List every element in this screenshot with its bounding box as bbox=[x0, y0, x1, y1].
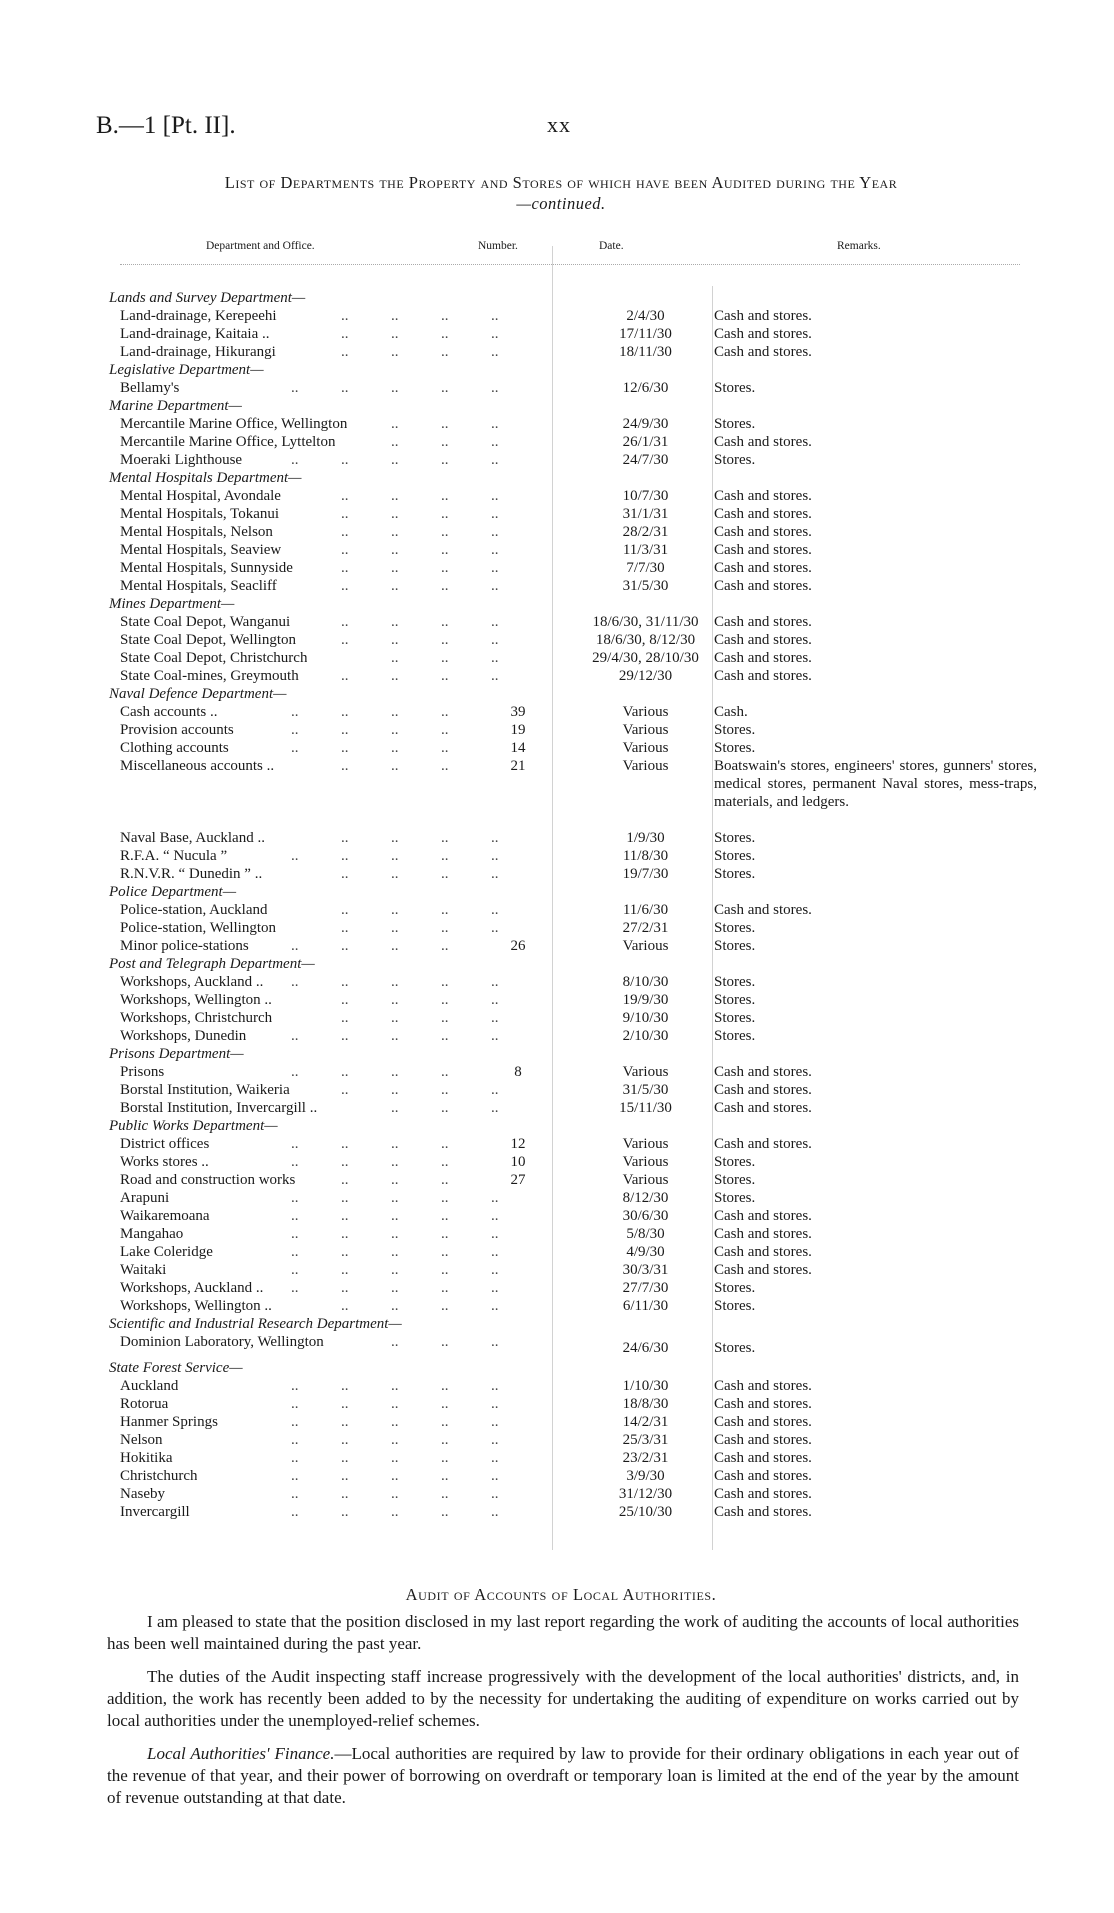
section-heading bbox=[96, 685, 1026, 703]
row-date: 10/7/30 bbox=[622, 488, 669, 504]
department-name: Lake Coleridge bbox=[120, 1244, 213, 1260]
department-name: Workshops, Wellington .. bbox=[120, 1298, 272, 1314]
audit-heading: Audit of Accounts of Local Authorities. bbox=[405, 1585, 717, 1604]
section-title: Naval Defence Department— bbox=[109, 686, 287, 702]
row-date: 18/6/30, 8/12/30 bbox=[595, 632, 696, 648]
row-remarks: Cash and stores. bbox=[714, 1064, 812, 1080]
table-row: .. .. .. .. .. Naseby 31/12/30 Cash and stores. bbox=[120, 1486, 812, 1502]
audit-paragraph-1: I am pleased to state that the position disclosed in my last report regarding the work of auditing the accounts of local authorities has been well maintained during the past year. bbox=[107, 1612, 1019, 1653]
row-date: 7/7/30 bbox=[626, 560, 665, 576]
table-row: .. .. .. Borstal Institution, Invercargill .. 15/11/30 Cash and stores. bbox=[120, 1100, 812, 1116]
row-number: 19 bbox=[510, 722, 526, 738]
row-number: 14 bbox=[510, 740, 526, 756]
department-name: Invercargill bbox=[120, 1504, 190, 1520]
row-remarks: Stores. bbox=[714, 938, 756, 954]
table-row: .. .. .. .. .. Workshops, Auckland .. 27/7/30 Stores. bbox=[120, 1280, 756, 1296]
department-name: State Coal-mines, Greymouth bbox=[120, 668, 299, 684]
section-title: Scientific and Industrial Research Department— bbox=[109, 1316, 402, 1332]
row-date: 23/2/31 bbox=[622, 1450, 669, 1466]
row-date: 8/12/30 bbox=[622, 1190, 669, 1206]
row-number: 27 bbox=[510, 1172, 526, 1188]
row-remarks: Cash and stores. bbox=[714, 1378, 812, 1394]
table-row: .. .. .. .. .. Invercargill 25/10/30 Cash and stores. bbox=[120, 1504, 812, 1520]
row-date: 2/4/30 bbox=[626, 308, 665, 324]
table-title bbox=[96, 172, 1026, 214]
department-name: Naseby bbox=[120, 1486, 165, 1502]
row-date: Various bbox=[622, 1136, 669, 1152]
row-date: 29/12/30 bbox=[618, 668, 673, 684]
row-date: 5/8/30 bbox=[626, 1226, 665, 1242]
table-title-continued: —continued. bbox=[516, 194, 606, 213]
row-remarks: Cash and stores. bbox=[714, 1208, 812, 1224]
row-date: Various bbox=[622, 938, 669, 954]
row-remarks: Cash and stores. bbox=[714, 1468, 812, 1484]
column-header-number: Number. bbox=[478, 240, 518, 252]
department-name: Workshops, Wellington .. bbox=[120, 992, 272, 1008]
table-row: .. .. .. .. .. R.F.A. “ Nucula ” 11/8/30 Stores. bbox=[120, 848, 756, 864]
column-header-remarks: Remarks. bbox=[837, 240, 881, 252]
table-row: .. .. .. .. Mental Hospitals, Seaview 11/3/31 Cash and stores. bbox=[120, 542, 812, 558]
table-row: .. .. .. .. Land-drainage, Hikurangi 18/11/30 Cash and stores. bbox=[120, 344, 812, 360]
row-date: 31/5/30 bbox=[622, 1082, 669, 1098]
table-row: .. .. .. .. .. Hokitika 23/2/31 Cash and stores. bbox=[120, 1450, 812, 1466]
department-name: Police-station, Wellington bbox=[120, 920, 276, 936]
section-heading bbox=[96, 955, 1026, 973]
department-name: Mercantile Marine Office, Lyttelton bbox=[120, 434, 336, 450]
page-number: xx bbox=[547, 112, 571, 137]
row-remarks: Cash and stores. bbox=[714, 488, 812, 504]
row-remarks: Cash and stores. bbox=[714, 1432, 812, 1448]
row-date: 8/10/30 bbox=[622, 974, 669, 990]
row-remarks: Cash and stores. bbox=[714, 326, 812, 342]
section-heading bbox=[96, 1359, 1026, 1377]
table-row: .. .. .. .. R.N.V.R. “ Dunedin ” .. 19/7/30 Stores. bbox=[120, 866, 756, 882]
row-date: Various bbox=[622, 740, 669, 756]
table-row: .. .. .. .. State Coal-mines, Greymouth 29/12/30 Cash and stores. bbox=[120, 668, 812, 684]
row-remarks: Cash and stores. bbox=[714, 542, 812, 558]
row-remarks: Stores. bbox=[714, 1154, 756, 1170]
row-number: 10 bbox=[510, 1154, 526, 1170]
row-date: 3/9/30 bbox=[626, 1468, 665, 1484]
table-title-text: List of Departments the Property and Stores of which have been Audited during the Year bbox=[224, 173, 898, 192]
section-heading bbox=[96, 361, 1026, 379]
row-date: 17/11/30 bbox=[619, 326, 672, 342]
department-name: R.F.A. “ Nucula ” bbox=[120, 848, 228, 864]
row-date: 28/2/31 bbox=[622, 524, 669, 540]
row-date: Various bbox=[622, 722, 669, 738]
section-title: Mental Hospitals Department— bbox=[109, 470, 302, 486]
row-date: 19/7/30 bbox=[622, 866, 669, 882]
row-remarks: Boatswain's stores, engineers' stores, gunners' stores, medical stores, permanent Naval stores, mess-traps, materials, and ledgers. bbox=[714, 758, 1037, 810]
row-remarks: Stores. bbox=[714, 1010, 756, 1026]
row-date: 19/9/30 bbox=[622, 992, 669, 1008]
row-date: 30/3/31 bbox=[622, 1262, 669, 1278]
row-date: Various bbox=[622, 704, 669, 720]
department-name: Moeraki Lighthouse bbox=[120, 452, 243, 468]
row-remarks: Cash and stores. bbox=[714, 614, 812, 630]
table-row: .. .. .. .. Borstal Institution, Waikeria 31/5/30 Cash and stores. bbox=[120, 1082, 812, 1098]
department-name: Minor police-stations bbox=[120, 938, 249, 954]
row-date: 4/9/30 bbox=[626, 1244, 665, 1260]
row-remarks: Stores. bbox=[714, 380, 756, 396]
row-date: 1/10/30 bbox=[622, 1378, 669, 1394]
row-remarks: Stores. bbox=[714, 416, 756, 432]
department-name: Dominion Laboratory, Wellington bbox=[120, 1334, 324, 1350]
section-title: Legislative Department— bbox=[109, 362, 264, 378]
row-date: 18/8/30 bbox=[622, 1396, 669, 1412]
row-remarks: Cash and stores. bbox=[714, 344, 812, 360]
row-remarks: Cash and stores. bbox=[714, 308, 812, 324]
table-row: .. .. .. .. District offices 12 Various Cash and stores. bbox=[120, 1136, 812, 1152]
department-name: Waikaremoana bbox=[120, 1208, 210, 1224]
department-name: Prisons bbox=[120, 1064, 165, 1080]
section-title: Lands and Survey Department— bbox=[109, 290, 306, 306]
table-row: .. .. .. Dominion Laboratory, Wellington 24/6/30 Stores. bbox=[120, 1334, 756, 1356]
department-name: State Coal Depot, Wanganui bbox=[120, 614, 291, 630]
departments-table bbox=[96, 289, 1037, 1521]
row-date: 27/2/31 bbox=[622, 920, 669, 936]
department-name: Cash accounts .. bbox=[120, 704, 218, 720]
row-remarks: Cash and stores. bbox=[714, 1486, 812, 1502]
row-date: 27/7/30 bbox=[622, 1280, 669, 1296]
table-row: .. .. .. .. Workshops, Wellington .. 19/9/30 Stores. bbox=[120, 992, 756, 1008]
section-title: Police Department— bbox=[109, 884, 237, 900]
row-remarks: Cash and stores. bbox=[714, 632, 812, 648]
table-row: .. .. .. Mercantile Marine Office, Lyttelton 26/1/31 Cash and stores. bbox=[120, 434, 812, 450]
department-name: Naval Base, Auckland .. bbox=[120, 830, 265, 846]
table-row: .. .. .. Mercantile Marine Office, Wellington 24/9/30 Stores. bbox=[120, 416, 756, 432]
row-date: 11/8/30 bbox=[622, 848, 669, 864]
department-name: R.N.V.R. “ Dunedin ” .. bbox=[120, 866, 263, 882]
department-name: Borstal Institution, Waikeria bbox=[120, 1082, 290, 1098]
row-date: 31/5/30 bbox=[622, 578, 669, 594]
row-remarks: Stores. bbox=[714, 920, 756, 936]
department-name: Land-drainage, Kaitaia .. bbox=[120, 326, 270, 342]
section-heading bbox=[96, 1315, 1026, 1333]
row-remarks: Stores. bbox=[714, 1172, 756, 1188]
row-remarks: Cash. bbox=[714, 704, 748, 720]
section-heading bbox=[96, 1045, 1026, 1063]
row-date: 1/9/30 bbox=[626, 830, 665, 846]
section-heading bbox=[96, 469, 1026, 487]
row-date: 6/11/30 bbox=[622, 1298, 669, 1314]
row-remarks: Cash and stores. bbox=[714, 1082, 812, 1098]
row-date: 24/9/30 bbox=[622, 416, 669, 432]
row-date: 30/6/30 bbox=[622, 1208, 669, 1224]
audit-paragraph-3-lead: Local Authorities' Finance. bbox=[147, 1744, 335, 1763]
department-name: Mental Hospitals, Nelson bbox=[120, 524, 273, 540]
table-row: .. .. .. .. .. Workshops, Auckland .. 8/10/30 Stores. bbox=[120, 974, 756, 990]
department-name: Christchurch bbox=[120, 1468, 198, 1484]
row-remarks: Cash and stores. bbox=[714, 1414, 812, 1430]
table-row: .. .. .. .. .. Auckland 1/10/30 Cash and stores. bbox=[120, 1378, 812, 1394]
column-header-date: Date. bbox=[599, 240, 624, 252]
table-row: .. .. .. .. .. Nelson 25/3/31 Cash and stores. bbox=[120, 1432, 812, 1448]
row-date: 31/1/31 bbox=[622, 506, 669, 522]
row-date: 9/10/30 bbox=[622, 1010, 669, 1026]
table-row: .. .. .. .. .. Christchurch 3/9/30 Cash and stores. bbox=[120, 1468, 812, 1484]
table-row: .. .. .. .. .. Moeraki Lighthouse 24/7/30 Stores. bbox=[120, 452, 756, 468]
table-row: .. .. .. .. State Coal Depot, Wellington 18/6/30, 8/12/30 Cash and stores. bbox=[120, 632, 812, 648]
row-remarks: Stores. bbox=[714, 1028, 756, 1044]
row-remarks: Cash and stores. bbox=[714, 1226, 812, 1242]
table-row: .. .. .. .. Land-drainage, Kerepeehi 2/4/30 Cash and stores. bbox=[120, 308, 812, 324]
table-row: .. .. .. .. Mental Hospitals, Tokanui 31/1/31 Cash and stores. bbox=[120, 506, 812, 522]
department-name: Mangahao bbox=[120, 1226, 184, 1242]
row-remarks: Stores. bbox=[714, 830, 756, 846]
table-row: .. .. .. .. Clothing accounts 14 Various Stores. bbox=[120, 740, 756, 756]
row-date: 29/4/30, 28/10/30 bbox=[592, 650, 699, 666]
department-name: Mental Hospitals, Seacliff bbox=[120, 578, 277, 594]
row-number: 12 bbox=[510, 1136, 526, 1152]
header-rule bbox=[120, 264, 1020, 265]
department-name: Workshops, Auckland .. bbox=[120, 974, 264, 990]
row-remarks: Cash and stores. bbox=[714, 1504, 812, 1520]
page-header bbox=[96, 112, 1026, 142]
row-remarks: Stores. bbox=[714, 740, 756, 756]
section-title: Mines Department— bbox=[109, 596, 235, 612]
row-date: 24/7/30 bbox=[622, 452, 669, 468]
row-date: Various bbox=[622, 758, 669, 774]
table-row: .. .. .. .. .. Mangahao 5/8/30 Cash and stores. bbox=[120, 1226, 812, 1242]
row-remarks: Stores. bbox=[714, 1298, 756, 1314]
table-row: .. .. .. .. Prisons 8 Various Cash and stores. bbox=[120, 1064, 812, 1080]
row-remarks: Cash and stores. bbox=[714, 1244, 812, 1260]
row-number: 21 bbox=[510, 758, 526, 774]
table-row: .. .. .. .. Works stores .. 10 Various Stores. bbox=[120, 1154, 756, 1170]
section-heading bbox=[96, 397, 1026, 415]
department-name: District offices bbox=[120, 1136, 210, 1152]
row-remarks: Cash and stores. bbox=[714, 650, 812, 666]
section-title: Post and Telegraph Department— bbox=[109, 956, 315, 972]
column-header-department: Department and Office. bbox=[206, 240, 315, 252]
department-name: State Coal Depot, Christchurch bbox=[120, 650, 308, 666]
row-remarks: Stores. bbox=[714, 1190, 756, 1206]
row-remarks: Stores. bbox=[714, 722, 756, 738]
department-name: Hokitika bbox=[120, 1450, 173, 1466]
table-row: .. .. .. .. Naval Base, Auckland .. 1/9/30 Stores. bbox=[120, 830, 756, 846]
department-name: Workshops, Christchurch bbox=[120, 1010, 273, 1026]
department-name: Land-drainage, Hikurangi bbox=[120, 344, 276, 360]
department-name: Waitaki bbox=[120, 1262, 167, 1278]
table-row: .. .. .. Miscellaneous accounts .. 21 Various Boatswain's stores, engineers' stores, gunners' stores, medical stores, permanent Naval stores, mess-traps, materials, and ledgers. bbox=[120, 758, 1037, 810]
row-remarks: Cash and stores. bbox=[714, 578, 812, 594]
department-name: Rotorua bbox=[120, 1396, 169, 1412]
section-title: Marine Department— bbox=[109, 398, 242, 414]
department-name: Nelson bbox=[120, 1432, 163, 1448]
row-date: 18/11/30 bbox=[619, 344, 672, 360]
row-remarks: Stores. bbox=[714, 848, 756, 864]
audit-paragraph-3 bbox=[107, 1743, 1019, 1809]
audit-paragraph-3-body: —Local authorities are required by law to provide for their ordinary obligations in each year out of the revenue of that year, and their power of borrowing on overdraft or temporary loan is limited at the end of the year by the amount of revenue outstanding at that date. bbox=[107, 1744, 1019, 1807]
row-remarks: Cash and stores. bbox=[714, 524, 812, 540]
table-row: .. .. .. .. .. Bellamy's 12/6/30 Stores. bbox=[120, 380, 756, 396]
table-row: .. .. .. Road and construction works 27 Various Stores. bbox=[120, 1172, 756, 1188]
department-name: Arapuni bbox=[120, 1190, 170, 1206]
department-name: Works stores .. bbox=[120, 1154, 209, 1170]
department-name: State Coal Depot, Wellington bbox=[120, 632, 296, 648]
table-row: .. .. .. .. Mental Hospitals, Sunnyside 7/7/30 Cash and stores. bbox=[120, 560, 812, 576]
department-name: Mental Hospital, Avondale bbox=[120, 488, 281, 504]
row-date: 12/6/30 bbox=[622, 380, 669, 396]
department-name: Road and construction works bbox=[120, 1172, 296, 1188]
row-date: 11/3/31 bbox=[622, 542, 669, 558]
row-date: 18/6/30, 31/11/30 bbox=[592, 614, 699, 630]
row-date: 26/1/31 bbox=[622, 434, 669, 450]
table-row: .. .. .. .. Mental Hospital, Avondale 10/7/30 Cash and stores. bbox=[120, 488, 812, 504]
department-name: Workshops, Dunedin bbox=[120, 1028, 247, 1044]
table-row: .. .. .. .. Provision accounts 19 Various Stores. bbox=[120, 722, 756, 738]
table-row: .. .. .. .. Police-station, Wellington 27/2/31 Stores. bbox=[120, 920, 756, 936]
section-heading bbox=[96, 883, 1026, 901]
row-date: Various bbox=[622, 1172, 669, 1188]
department-name: Hanmer Springs bbox=[120, 1414, 218, 1430]
row-date: 11/6/30 bbox=[622, 902, 669, 918]
department-name: Land-drainage, Kerepeehi bbox=[120, 308, 277, 324]
department-name: Bellamy's bbox=[120, 380, 180, 396]
table-row: .. .. .. .. Workshops, Christchurch 9/10/30 Stores. bbox=[120, 1010, 756, 1026]
row-date: 24/6/30 bbox=[622, 1340, 669, 1356]
department-name: Mercantile Marine Office, Wellington bbox=[120, 416, 348, 432]
table-row: .. .. .. .. .. Lake Coleridge 4/9/30 Cash and stores. bbox=[120, 1244, 812, 1260]
table-row: .. .. .. .. Minor police-stations 26 Various Stores. bbox=[120, 938, 756, 954]
row-remarks: Cash and stores. bbox=[714, 1136, 812, 1152]
section-title: State Forest Service— bbox=[109, 1360, 243, 1376]
table-row: .. .. .. .. .. Hanmer Springs 14/2/31 Cash and stores. bbox=[120, 1414, 812, 1430]
row-remarks: Stores. bbox=[714, 452, 756, 468]
audit-paragraph-2: The duties of the Audit inspecting staff increase progressively with the development of the local authorities' districts, and, in addition, the work has recently been added to by the necessity for undertaking the auditing of expenditure on works carried out by local authorities under the unemployed-relief schemes. bbox=[107, 1667, 1019, 1730]
department-name: Mental Hospitals, Sunnyside bbox=[120, 560, 293, 576]
row-remarks: Cash and stores. bbox=[714, 1450, 812, 1466]
table-row: .. .. .. .. .. Rotorua 18/8/30 Cash and stores. bbox=[120, 1396, 812, 1412]
table-row: .. .. .. .. Cash accounts .. 39 Various Cash. bbox=[120, 704, 748, 720]
department-name: Miscellaneous accounts .. bbox=[120, 758, 275, 774]
row-date: Various bbox=[622, 1064, 669, 1080]
row-remarks: Stores. bbox=[714, 992, 756, 1008]
department-name: Borstal Institution, Invercargill .. bbox=[120, 1100, 318, 1116]
table-row: .. .. .. .. .. Workshops, Dunedin 2/10/30 Stores. bbox=[120, 1028, 756, 1044]
row-date: 31/12/30 bbox=[618, 1486, 673, 1502]
row-remarks: Stores. bbox=[714, 974, 756, 990]
row-date: Various bbox=[622, 1154, 669, 1170]
department-name: Mental Hospitals, Seaview bbox=[120, 542, 282, 558]
row-date: 2/10/30 bbox=[622, 1028, 669, 1044]
table-row: .. .. .. .. .. Waitaki 30/3/31 Cash and stores. bbox=[120, 1262, 812, 1278]
table-row: .. .. .. .. Land-drainage, Kaitaia .. 17/11/30 Cash and stores. bbox=[120, 326, 812, 342]
table-row: .. .. .. .. .. Arapuni 8/12/30 Stores. bbox=[120, 1190, 756, 1206]
section-heading bbox=[96, 1117, 1026, 1135]
row-number: 8 bbox=[514, 1064, 522, 1080]
section-heading bbox=[96, 289, 1026, 307]
table-row: .. .. .. .. Mental Hospitals, Seacliff 31/5/30 Cash and stores. bbox=[120, 578, 812, 594]
section-title: Public Works Department— bbox=[109, 1118, 278, 1134]
row-date: 25/10/30 bbox=[618, 1504, 673, 1520]
section-heading bbox=[96, 595, 1026, 613]
row-date: 14/2/31 bbox=[622, 1414, 669, 1430]
row-remarks: Stores. bbox=[714, 1340, 756, 1356]
row-remarks: Cash and stores. bbox=[714, 434, 812, 450]
table-row: .. .. .. .. Workshops, Wellington .. 6/11/30 Stores. bbox=[120, 1298, 756, 1314]
row-remarks: Cash and stores. bbox=[714, 1100, 812, 1116]
department-name: Mental Hospitals, Tokanui bbox=[120, 506, 280, 522]
row-remarks: Cash and stores. bbox=[714, 560, 812, 576]
department-name: Workshops, Auckland .. bbox=[120, 1280, 264, 1296]
row-remarks: Cash and stores. bbox=[714, 1262, 812, 1278]
section-title: Prisons Department— bbox=[109, 1046, 244, 1062]
row-remarks: Cash and stores. bbox=[714, 668, 812, 684]
row-date: 25/3/31 bbox=[622, 1432, 669, 1448]
row-remarks: Cash and stores. bbox=[714, 506, 812, 522]
department-name: Police-station, Auckland bbox=[120, 902, 268, 918]
row-number: 26 bbox=[510, 938, 526, 954]
row-number: 39 bbox=[510, 704, 526, 720]
table-row: .. .. .. .. Mental Hospitals, Nelson 28/2/31 Cash and stores. bbox=[120, 524, 812, 540]
department-name: Auckland bbox=[120, 1378, 179, 1394]
row-remarks: Stores. bbox=[714, 1280, 756, 1296]
department-name: Clothing accounts bbox=[120, 740, 229, 756]
table-row: .. .. .. State Coal Depot, Christchurch 29/4/30, 28/10/30 Cash and stores. bbox=[120, 650, 812, 666]
table-row: .. .. .. .. .. Waikaremoana 30/6/30 Cash and stores. bbox=[120, 1208, 812, 1224]
report-reference: B.—1 [Pt. II]. bbox=[96, 112, 236, 139]
row-date: 15/11/30 bbox=[619, 1100, 672, 1116]
table-row: .. .. .. .. Police-station, Auckland 11/6/30 Cash and stores. bbox=[120, 902, 812, 918]
row-remarks: Cash and stores. bbox=[714, 1396, 812, 1412]
row-remarks: Cash and stores. bbox=[714, 902, 812, 918]
table-row: .. .. .. .. State Coal Depot, Wanganui 18/6/30, 31/11/30 Cash and stores. bbox=[120, 614, 812, 630]
column-headers bbox=[96, 240, 1026, 260]
row-remarks: Stores. bbox=[714, 866, 756, 882]
department-name: Provision accounts bbox=[120, 722, 234, 738]
